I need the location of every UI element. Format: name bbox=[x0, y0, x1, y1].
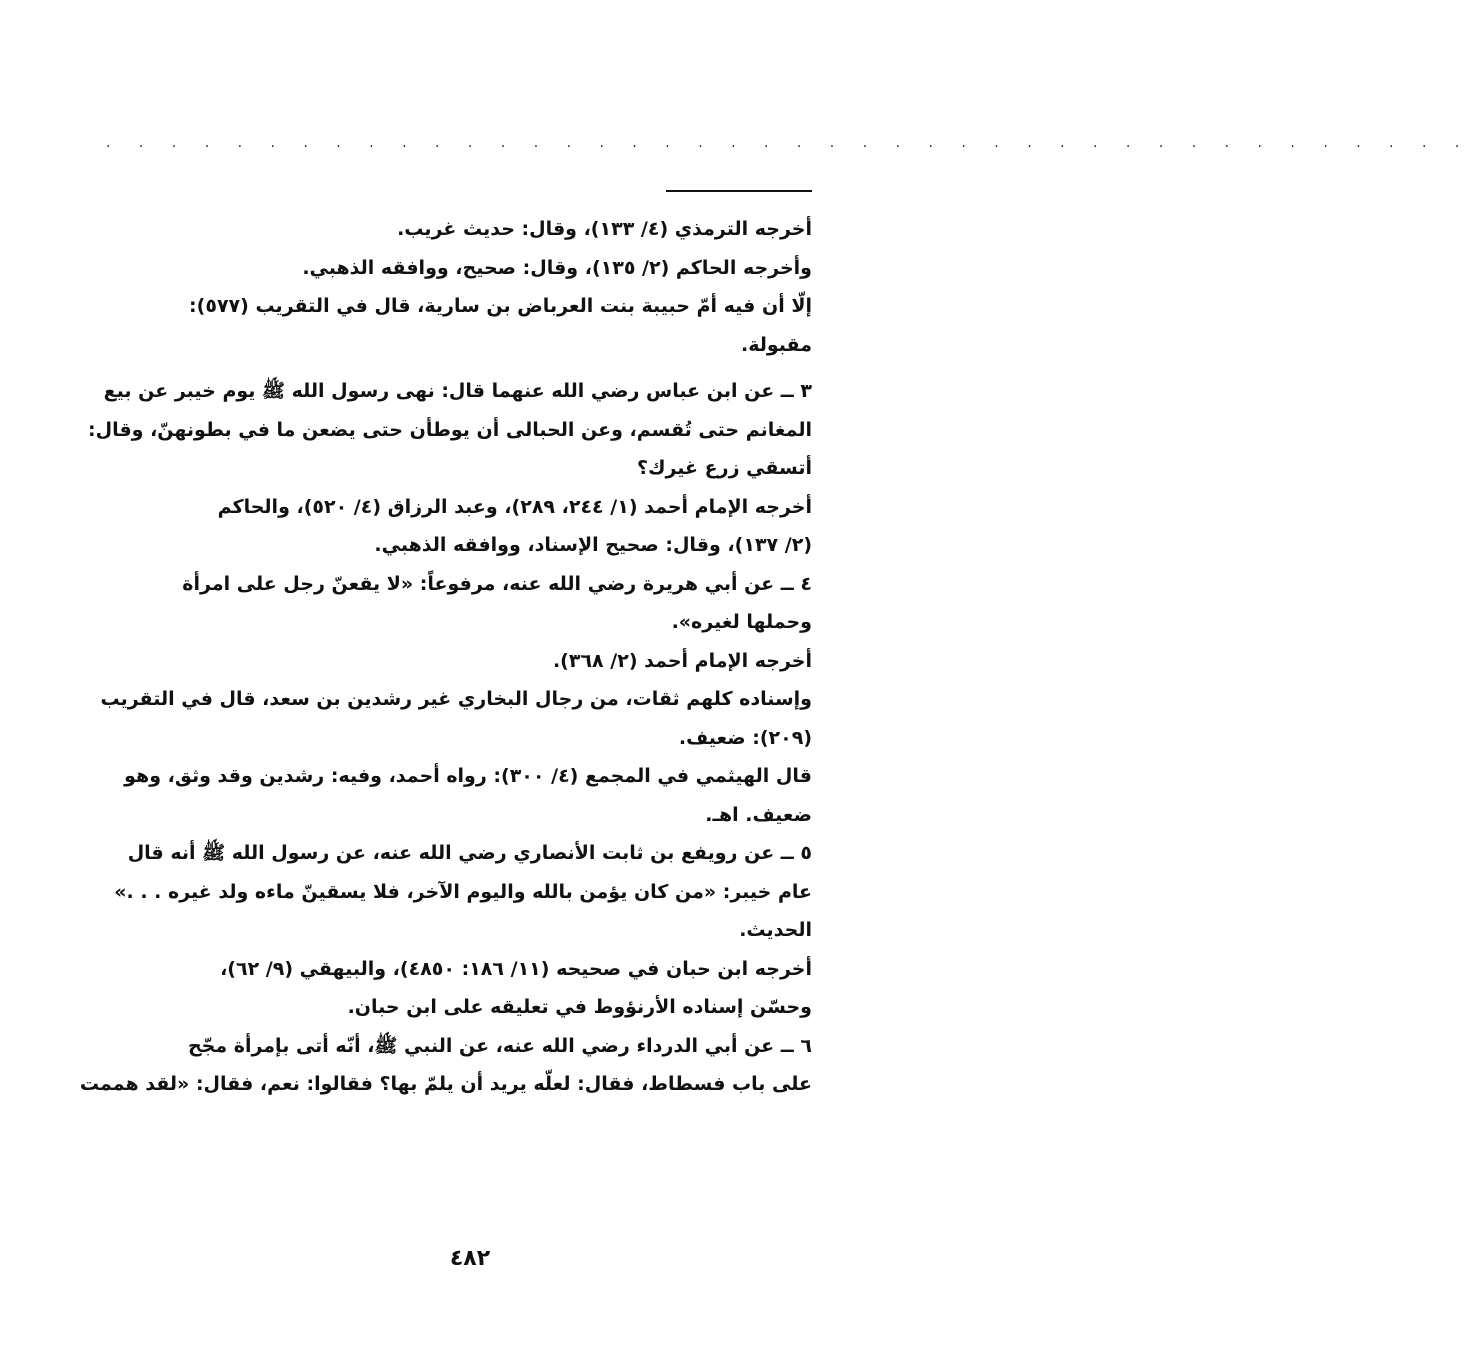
paragraph-gap bbox=[100, 364, 812, 372]
footnote-paragraph bbox=[100, 287, 812, 364]
text-line: أخرجه الإمام أحمد (١/ ٢٤٤، ٢٨٩)، وعبد الرزاق (٤/ ٥٢٠)، والحاكم bbox=[217, 495, 812, 518]
footnote-paragraph bbox=[100, 565, 812, 642]
dotted-separator: . . . . . . . . . . . . . . . . . . . . . . . . . . . . . . . . . . . . . . . . . . bbox=[106, 135, 1471, 151]
text-line: عام خيبر: «من كان يؤمن بالله واليوم الآخر، فلا يسقينّ ماءه ولد غيره . . .» bbox=[114, 880, 812, 903]
footnote-paragraph bbox=[100, 950, 812, 1027]
footnote-paragraph bbox=[100, 642, 812, 681]
footnote-paragraph bbox=[100, 757, 812, 834]
footnote-paragraph bbox=[79, 1027, 812, 1104]
page-number: ٤٨٢ bbox=[449, 1246, 491, 1271]
text-line: أخرجه ابن حبان في صحيحه (١١/ ١٨٦: ٤٨٥٠)، والبيهقي (٩/ ٦٢)، bbox=[220, 957, 812, 980]
text-line: أتسقي زرع غيرك؟ bbox=[637, 457, 812, 479]
text-line: ٦ ــ عن أبي الدرداء رضي الله عنه، عن النبي ﷺ، أنّه أتى بإمرأة مجّح bbox=[187, 1034, 812, 1057]
footnote-paragraph bbox=[100, 210, 812, 249]
footnote-paragraph bbox=[100, 249, 812, 288]
text-line: إلّا أن فيه أمّ حبيبة بنت العرباض بن سارية، قال في التقريب (٥٧٧): bbox=[189, 295, 812, 317]
footnote-paragraph bbox=[100, 834, 812, 950]
text-line: ضعيف. اهـ. bbox=[705, 803, 812, 826]
text-line: أخرجه الإمام أحمد (٢/ ٣٦٨). bbox=[552, 649, 812, 672]
text-line: (٢٠٩): ضعيف. bbox=[678, 726, 812, 749]
footnote-rule bbox=[666, 190, 812, 192]
text-line: المغانم حتى تُقسم، وعن الحبالى أن يوطأن حتى يضعن ما في بطونهنّ، وقال: bbox=[87, 418, 812, 441]
text-line: وأخرجه الحاكم (٢/ ١٣٥)، وقال: صحيح، ووافقه الذهبي. bbox=[302, 256, 812, 279]
text-line: ٥ ــ عن رويفع بن ثابت الأنصاري رضي الله عنه، عن رسول الله ﷺ أنه قال bbox=[127, 842, 812, 864]
text-line: (٢/ ١٣٧)، وقال: صحيح الإسناد، ووافقه الذهبي. bbox=[374, 534, 812, 556]
text-line: على باب فسطاط، فقال: لعلّه يريد أن يلمّ بها؟ فقالوا: نعم، فقال: «لقد هممت bbox=[79, 1073, 812, 1095]
footnote-paragraph bbox=[100, 680, 812, 757]
text-line: أخرجه الترمذي (٤/ ١٣٣)، وقال: حديث غريب. bbox=[397, 218, 812, 240]
text-line: مقبولة. bbox=[741, 333, 812, 356]
text-line: ٤ ــ عن أبي هريرة رضي الله عنه، مرفوعاً: «لا يقعنّ رجل على امرأة bbox=[182, 572, 812, 595]
text-line: وحملها لغيره». bbox=[671, 611, 812, 633]
text-line: ٣ ــ عن ابن عباس رضي الله عنهما قال: نهى رسول الله ﷺ يوم خيبر عن بيع bbox=[103, 380, 812, 402]
footnote-paragraph bbox=[100, 488, 812, 565]
text-line: قال الهيثمي في المجمع (٤/ ٣٠٠): رواه أحمد، وفيه: رشدين وقد وثق، وهو bbox=[124, 765, 812, 787]
text-line: وإسناده كلهم ثقات، من رجال البخاري غير رشدين بن سعد، قال في التقريب bbox=[100, 688, 812, 710]
footnote-body bbox=[79, 210, 812, 1104]
footnote-paragraph bbox=[87, 372, 812, 488]
text-line: وحسّن إسناده الأرنؤوط في تعليقه على ابن حبان. bbox=[347, 996, 812, 1018]
text-line: الحديث. bbox=[739, 919, 812, 941]
